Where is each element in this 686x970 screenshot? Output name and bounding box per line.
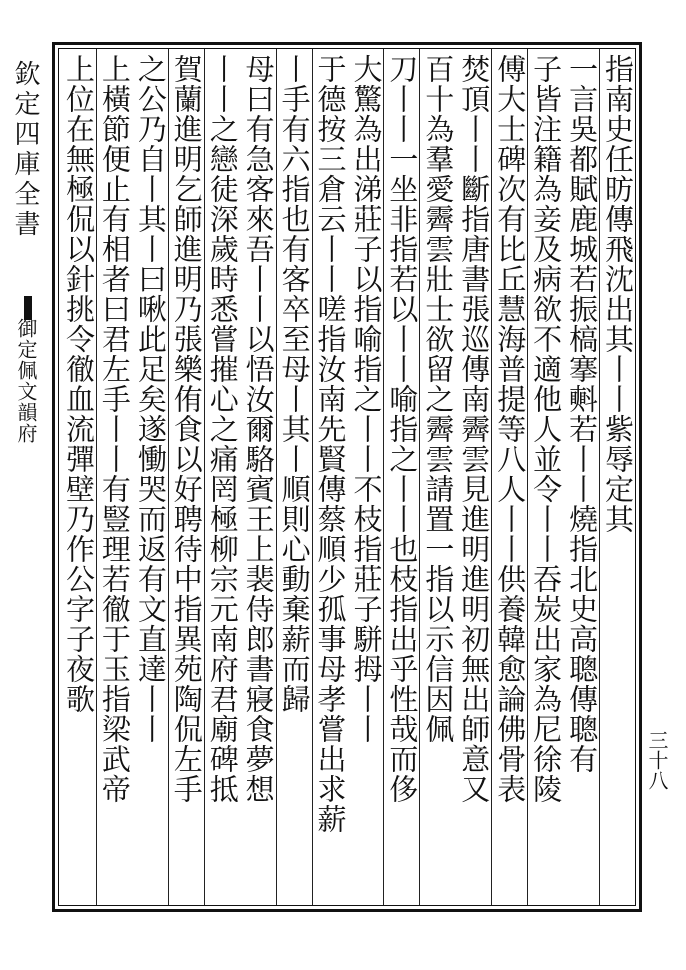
column-rule [527,49,528,905]
text-column-3: 子皆注籍為妾及病欲不適他人並令丨丨吞炭出家為尼徐陵 [529,54,564,804]
text-column-14: 之公乃自丨其丨曰啾此足矣遂慟哭而返有文直達丨丨 [133,54,168,744]
column-rule [419,49,420,905]
text-column-10: 丨手有六指也有客卒至母丨其丨順則心動棄薪而歸 [277,54,312,714]
column-rule [383,49,384,905]
text-column-16: 上位在無極侃以針挑令徹血流彈壁乃作公字子夜歌 [62,54,96,714]
column-rule [491,49,492,905]
column-rule [168,49,169,905]
column-rule [96,49,97,905]
column-rule [276,49,277,905]
text-column-6: 百十為羣愛霽雲壯士欲留之霽雲請置一指以示信因佩 [421,54,456,744]
text-column-11: 母曰有急客來吾丨丨以悟汝爾駱賓王上裴侍郎書寢食夢想 [241,54,276,804]
column-rule [312,49,313,905]
text-column-2: 一言吳都賦鹿城若振槁搴㪺若丨丨燒指北史高聰傳聰有 [565,54,600,774]
text-column-4: 傅大士碑次有比丘慧海普提等八人丨丨供養韓愈論佛骨表 [493,54,528,804]
text-column-7: 刀丨丨一坐非指若以丨丨喻指之丨丨也枝指出乎性哉而侈 [385,54,420,804]
text-column-5: 焚頂丨丨斷指唐書張巡傳南霽雲見進明進明初無出師意又 [457,54,492,804]
page-number: 三十八 [645,730,669,790]
margin-subtitle: 御定佩文韻府 [14,318,38,444]
column-rule [204,49,205,905]
fishtail-mark [24,296,32,320]
column-rule [599,49,600,905]
text-column-9: 于德按三倉云丨丨嗟指汝南先賢傳蔡順少孤事母孝嘗出求薪 [313,54,348,834]
text-column-1: 指南史任昉傳飛沈出其丨丨紫辱定其 [601,54,635,534]
text-column-15: 上橫節便止有相者曰君左手丨丨有豎理若徹于玉指梁武帝 [97,54,132,804]
text-column-12: 丨丨之戀徒深歲時悉嘗摧心之痛罔極柳宗元南府君廟碑抵 [205,54,240,804]
text-column-8: 大驚為出涕莊子以指喻指之丨丨不枝指莊子駢拇丨丨 [349,54,384,744]
margin-title: 欽定四庫全書 [10,60,40,240]
text-column-13: 賀蘭進明乞師進明乃張樂侑食以好聘待中指異苑陶侃左手 [169,54,204,804]
